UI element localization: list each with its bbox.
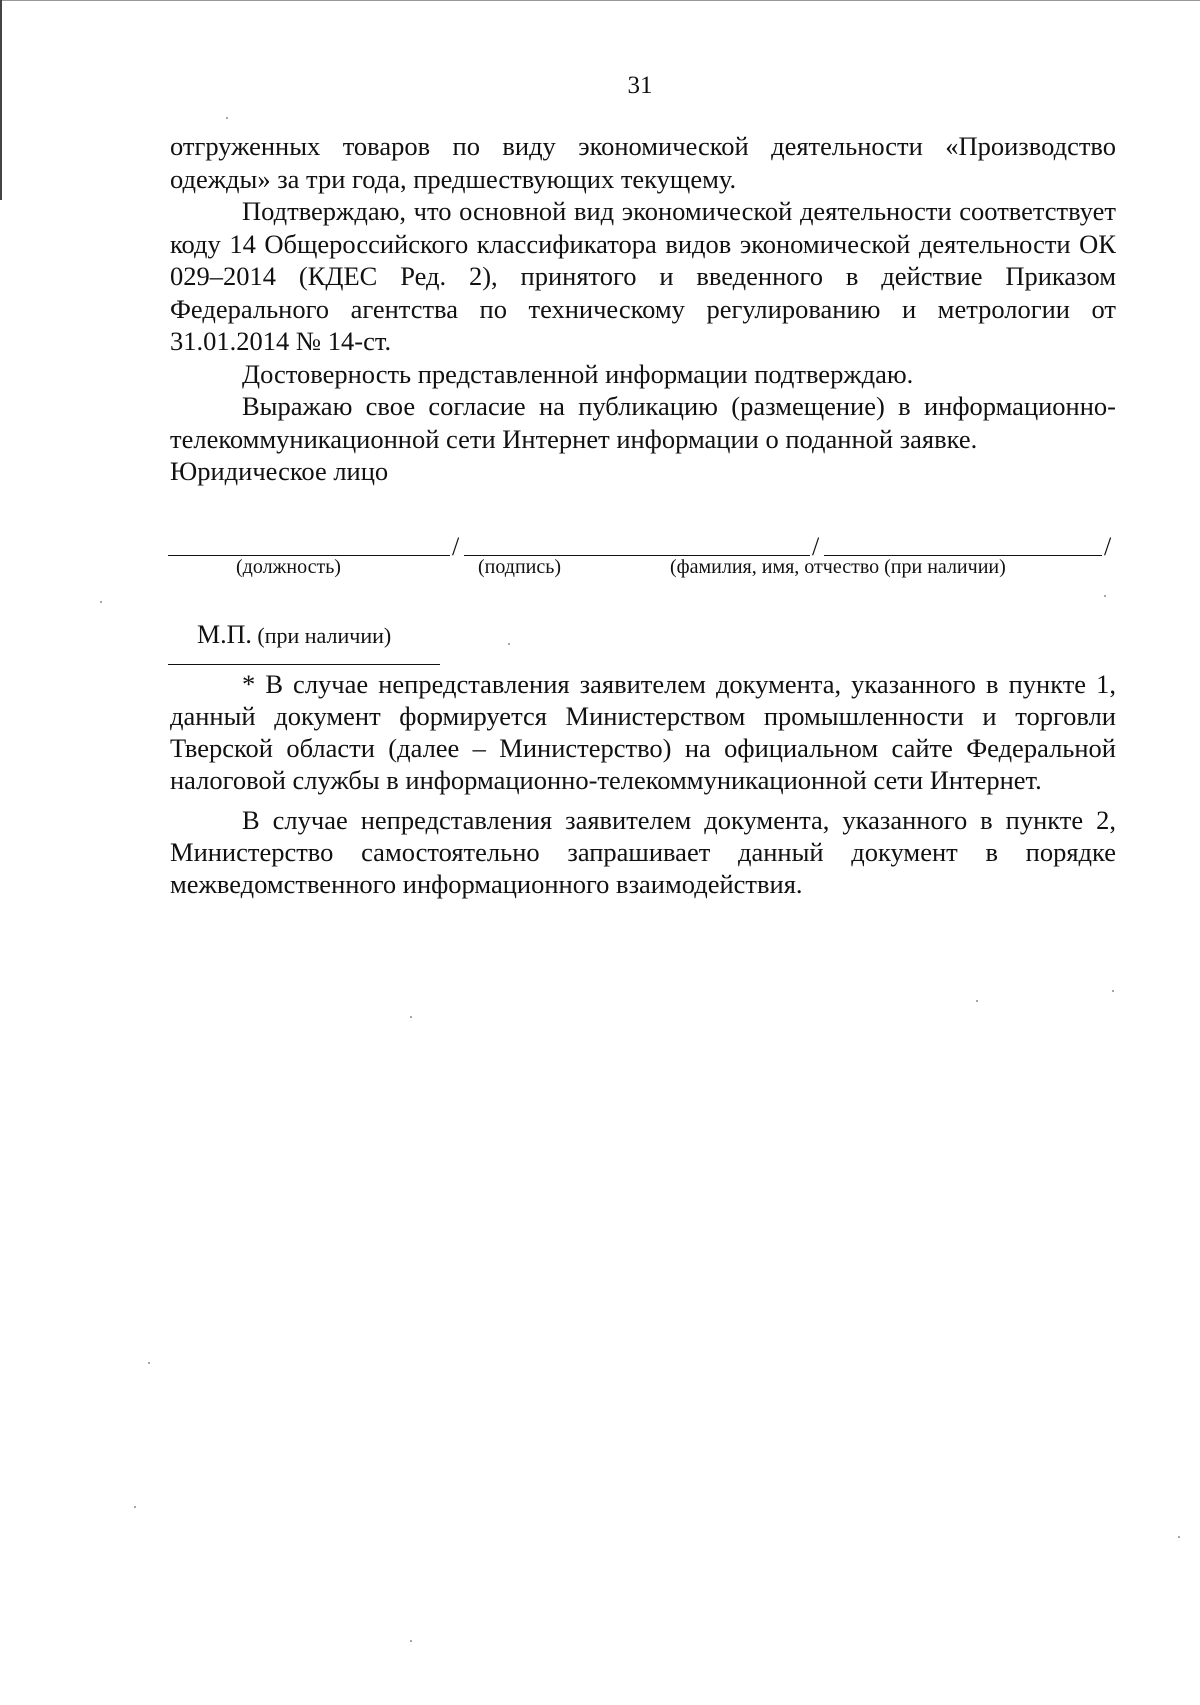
- scan-speck: [410, 1640, 412, 1642]
- paragraph-accuracy-confirmation: Достоверность представленной информации подтверждаю.: [242, 358, 914, 389]
- page-number: 31: [627, 72, 653, 99]
- scan-edge-left: [0, 0, 2, 200]
- footnote-item-1: * В случае непредставления заявителем документа, указанного в пункте 1, данный документ формируется Министерством промышленности и торговли Тверской области (далее – Министерство) на официальном сайте Федеральной налоговой службы в информационно-телекоммуникационной сети Интернет.: [170, 669, 1116, 795]
- caption-position: (должность): [236, 556, 341, 578]
- footnote-item-2: В случае непредставления заявителем документа, указанного в пункте 2, Министерство самостоятельно запрашивает данный документ в порядке межведомственного информационного взаимодействия.: [170, 805, 1116, 899]
- paragraph-okved-confirmation: Подтверждаю, что основной вид экономической деятельности соответствует коду 14 Общероссийского классификатора видов экономической деятельности ОК 029–2014 (КДЕС Ред. 2), принятого и введенного в действие Приказом Федерального агентства по техническому регулированию и метрологии от 31.01.2014 № 14-ст.: [170, 196, 1116, 356]
- scan-speck: [976, 1000, 978, 1002]
- scan-speck: [148, 1362, 150, 1364]
- separator-slash-1: /: [452, 532, 460, 561]
- paragraph-publication-consent: Выражаю свое согласие на публикацию (размещение) в информационно-телекоммуникационной сети Интернет информации о поданной заявке.: [170, 391, 1116, 454]
- stamp-note: (при наличии): [257, 623, 392, 648]
- scan-speck: [1178, 1536, 1180, 1538]
- footnotes: [170, 668, 1116, 900]
- footnote-separator: [168, 664, 440, 665]
- scan-speck: [1112, 990, 1114, 992]
- main-text: [170, 130, 1116, 488]
- separator-slash-3: /: [1104, 532, 1112, 561]
- scan-speck: [508, 643, 510, 645]
- separator-slash-2: /: [812, 532, 820, 561]
- scan-speck: [410, 1016, 412, 1018]
- scan-speck: [1104, 595, 1106, 597]
- caption-signature: (подпись): [478, 556, 562, 578]
- legal-entity-label: Юридическое лицо: [170, 456, 389, 486]
- stamp-abbr: М.П.: [197, 620, 252, 649]
- caption-full-name: (фамилия, имя, отчество (при наличии): [670, 556, 1006, 578]
- stamp-label: [197, 620, 391, 650]
- paragraph-continuation: отгруженных товаров по виду экономической деятельности «Производство одежды» за три года, предшествующих текущему.: [170, 131, 1116, 194]
- scan-speck: [226, 117, 228, 119]
- scan-speck: [100, 601, 102, 603]
- scan-edge-top: [0, 0, 1200, 1]
- scan-speck: [134, 1506, 136, 1508]
